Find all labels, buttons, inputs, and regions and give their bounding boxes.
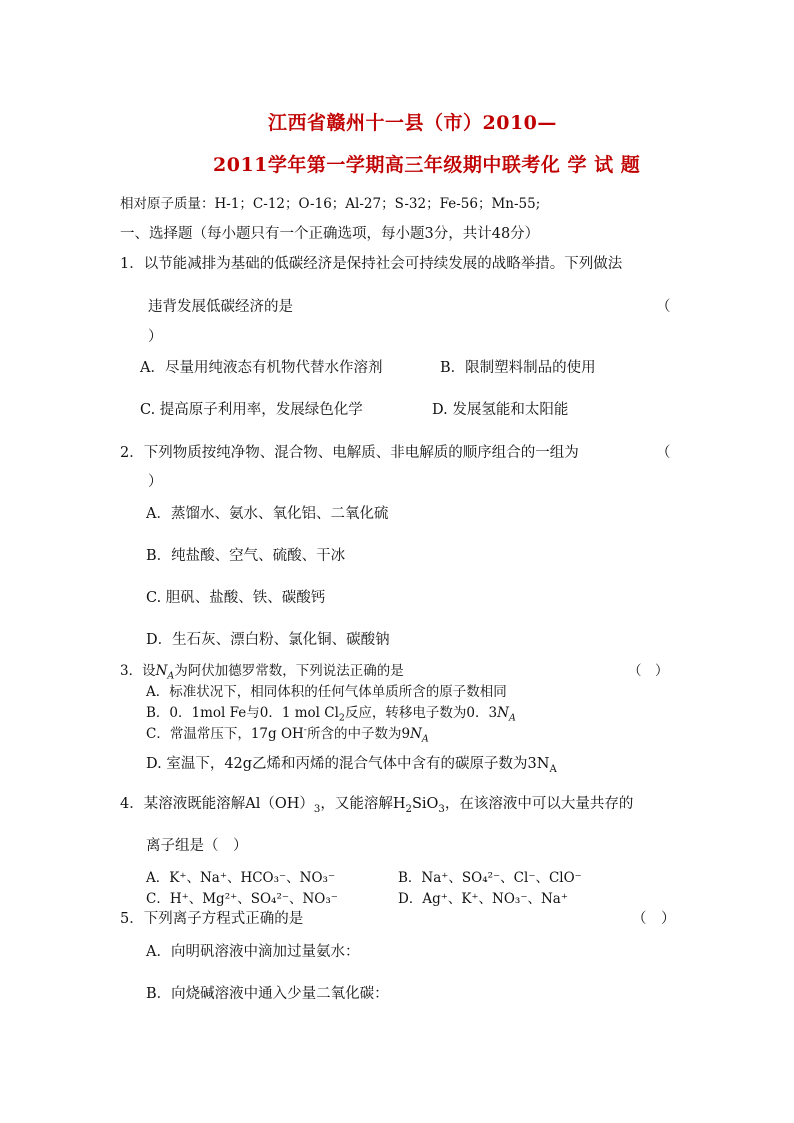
- q4-stem-a: 4．某溶液既能溶解$Al(OH)_3$，又能溶解$H_2SiO_3$，在该溶液中可以大量共存的: [120, 796, 634, 815]
- q4-option-b: B．Na⁺、SO₄²⁻、Cl⁻、ClO⁻: [398, 870, 582, 886]
- q5-paren: （ ）: [632, 911, 676, 927]
- q2-paren-open: （: [656, 445, 671, 461]
- q3-stem: 3．设$N_A$为阿伏加德罗常数，下列说法正确的是: [120, 663, 404, 682]
- q4-option-a: A．K⁺、Na⁺、HCO₃⁻、NO₃⁻: [146, 870, 336, 886]
- q2-option-a: A．蒸馏水、氨水、氧化铝、二氧化硫: [146, 506, 389, 522]
- q1-option-d: D. 发展氢能和太阳能: [432, 402, 569, 418]
- section-heading: 一、选择题（每小题只有一个正确选项，每小题3分，共计48分）: [120, 226, 540, 242]
- q2-stem: 2．下列物质按纯净物、混合物、电解质、非电解质的顺序组合的一组为: [120, 445, 579, 461]
- q3-option-c: C．常温常压下，17g OH-所含的中子数为$9N_A$: [146, 724, 429, 745]
- q1-paren-open: （: [656, 299, 671, 315]
- q3-option-a: A．标准状况下，相同体积的任何气体单质所含的原子数相同: [146, 684, 507, 700]
- atomic-mass-line: 相对原子质量：H-1；C-12；O-16；Al-27；S-32；Fe-56；Mn-55;: [120, 196, 541, 212]
- q1-option-a: A．尽量用纯液态有机物代替水作溶剂: [140, 360, 383, 376]
- q4-option-d: D．Ag⁺、K⁺、NO₃⁻、Na⁺: [398, 891, 568, 907]
- q2-option-c: C. 胆矾、盐酸、铁、碳酸钙: [146, 590, 326, 606]
- q1-stem-b: 违背发展低碳经济的是: [148, 299, 293, 315]
- q1-stem-a: 1．以节能减排为基础的低碳经济是保持社会可持续发展的战略举措。下列做法: [120, 256, 623, 272]
- q1-paren-close: ）: [148, 329, 163, 345]
- q1-option-c: C. 提高原子利用率，发展绿色化学: [140, 402, 363, 418]
- q5-stem: 5．下列离子方程式正确的是: [120, 911, 304, 927]
- q3-paren: （ ）: [628, 663, 669, 679]
- q2-paren-close: ）: [148, 474, 163, 490]
- q2-option-d: D．生石灰、漂白粉、氯化铜、碳酸钠: [146, 632, 390, 648]
- q3-option-b: B．0．1mol Fe与0．1 mol $Cl_2$反应，转移电子数为0．$3N_A$: [146, 705, 516, 724]
- q4-option-c: C．H⁺、Mg²⁺、SO₄²⁻、NO₃⁻: [146, 891, 338, 907]
- title-line-2: 2011学年第一学期高三年级期中联考化 学 试 题: [213, 154, 641, 176]
- q3-option-d: D. 室温下，42g乙烯和丙烯的混合气体中含有的碳原子数为$3N_A$: [146, 756, 557, 775]
- q4-stem-b: 离子组是（ ）: [146, 838, 248, 854]
- q5-option-a: A．向明矾溶液中滴加过量氨水：: [146, 944, 360, 960]
- q2-option-b: B．纯盐酸、空气、硫酸、干冰: [146, 548, 346, 564]
- q5-option-b: B．向烧碱溶液中通入少量二氧化碳：: [146, 986, 389, 1002]
- title-line-1: 江西省赣州十一县（市）2010—: [268, 112, 557, 134]
- q1-option-b: B．限制塑料制品的使用: [440, 360, 596, 376]
